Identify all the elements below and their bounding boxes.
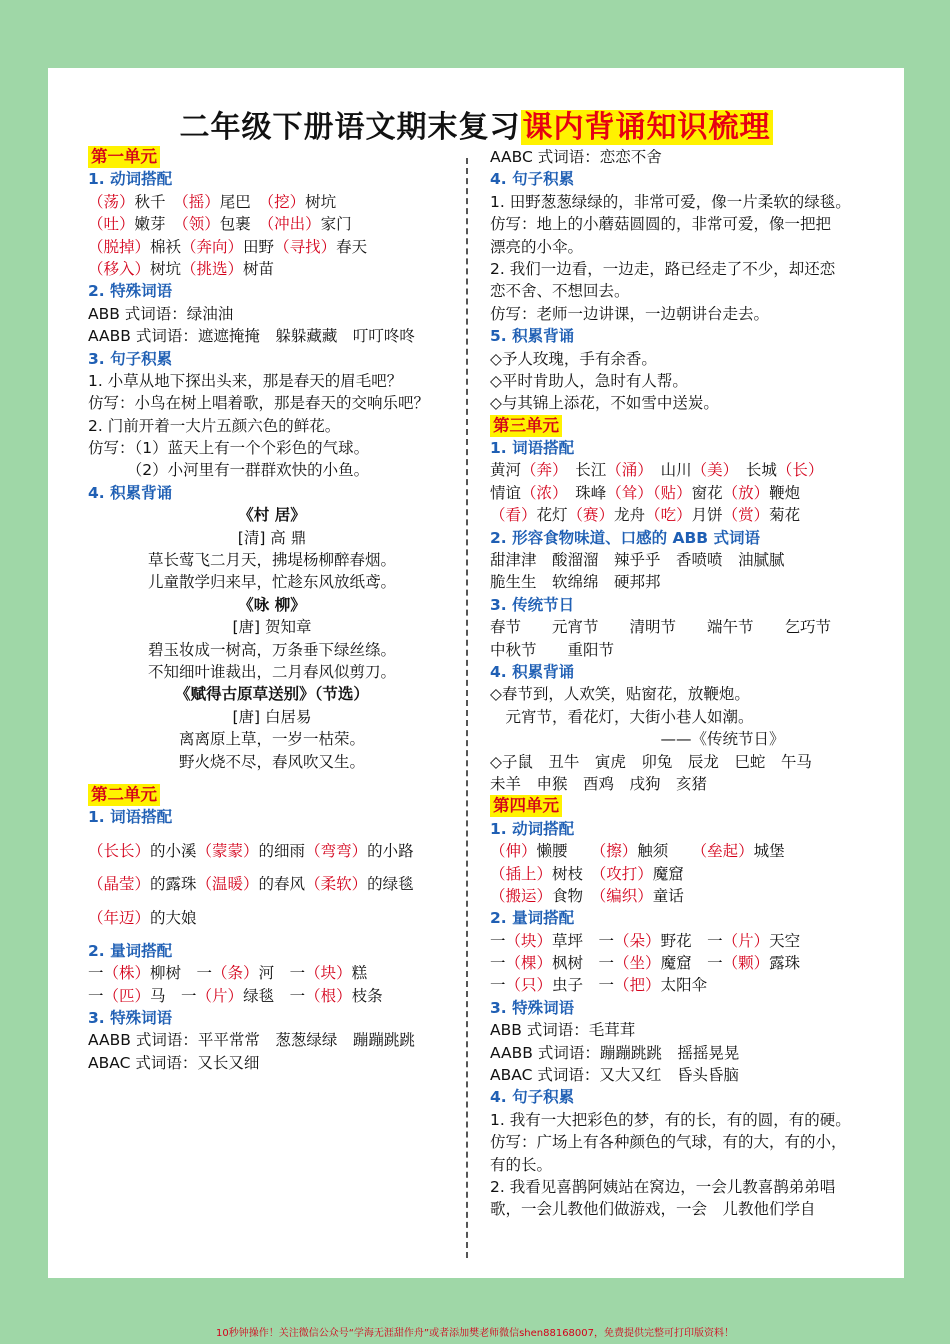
answer-word: （蒙蒙）	[196, 841, 259, 860]
poem-line: 野火烧不尽，春风吹又生。	[178, 752, 365, 771]
text-segment: 长江	[559, 461, 607, 480]
text-segment: 秋千	[134, 192, 182, 211]
content-line	[88, 1052, 456, 1074]
text-segment: 童话	[652, 886, 684, 905]
text-segment: 花灯	[536, 506, 568, 525]
content-line	[490, 639, 890, 661]
text-segment: ◇春节到，人欢笑，贴窗花，放鞭炮。	[490, 685, 750, 704]
section-heading: 2. 形容食物味道、口感的 ABB 式词语	[490, 528, 760, 547]
text-segment: 山川	[645, 461, 692, 480]
answer-word: （吐）	[88, 215, 135, 234]
answer-word: （贴）	[652, 483, 692, 502]
answer-word: （攻打）	[598, 864, 653, 883]
answer-word: （根）	[305, 986, 352, 1005]
text-segment: AABB 式词语：遮遮掩掩 躲躲藏藏 叮叮咚咚	[88, 327, 415, 346]
content-line	[490, 952, 890, 974]
text-segment: 家门	[320, 215, 352, 234]
section-heading: 4. 积累背诵	[490, 662, 575, 681]
content-line	[490, 303, 890, 325]
spacer	[88, 829, 456, 840]
text-segment: 鞭炮	[769, 483, 801, 502]
content-line	[490, 236, 890, 258]
section-heading: 2. 特殊词语	[88, 282, 173, 301]
right-column	[490, 146, 890, 1221]
content-line	[490, 549, 890, 571]
text-segment: 河 一	[258, 964, 306, 983]
content-line	[88, 213, 456, 235]
content-line	[490, 348, 890, 370]
unit-heading	[490, 415, 890, 437]
text-segment: 2. 我们一边看，一边走，路已经走了不少，却还恋	[490, 259, 836, 278]
poem-line: 儿童散学归来早，忙趁东风放纸鸢。	[147, 573, 396, 592]
text-segment: 一	[88, 964, 104, 983]
text-segment: 仿写：地上的小蘑菇圆圆的，非常可爱，像一把把	[490, 215, 832, 234]
text-segment: （2）	[134, 461, 168, 480]
poem-title: 《赋得古原草送别》（节选）	[175, 685, 369, 704]
text-segment: 糕	[351, 964, 368, 983]
text-segment: AABB 式词语：平平常常 葱葱绿绿 蹦蹦跳跳	[88, 1031, 415, 1050]
text-segment: 树苗	[243, 259, 275, 278]
poem-title: 《村 居》	[238, 506, 306, 525]
content-line	[490, 840, 890, 862]
answer-word: （领）	[181, 215, 220, 234]
text-segment: 的绿毯	[367, 875, 414, 894]
answer-word: （弯弯）	[305, 841, 368, 860]
content-line	[490, 683, 890, 705]
content-line	[490, 370, 890, 392]
answer-word: （擦）	[598, 842, 638, 861]
content-line	[490, 1064, 890, 1086]
content-line	[88, 985, 456, 1007]
poem-line: [清] 高 鼎	[237, 528, 307, 547]
text-segment: 城堡	[753, 842, 785, 861]
answer-word: （看）	[490, 506, 537, 525]
text-segment: 恋不舍、不想回去。	[490, 282, 630, 301]
left-column	[88, 146, 456, 1074]
column-divider	[466, 158, 468, 1258]
answer-word: （长）	[776, 461, 824, 480]
poem-title: 《咏 柳》	[238, 595, 306, 614]
answer-word: （脱掉）	[88, 237, 151, 256]
answer-word: （块）	[305, 964, 352, 983]
answer-word: （美）	[691, 461, 731, 480]
content-line	[490, 571, 890, 593]
text-segment: 漂亮的小伞。	[490, 237, 584, 256]
text-segment: 长城	[730, 461, 777, 480]
text-segment: ABB 式词语：毛茸茸	[490, 1021, 636, 1040]
content-line	[88, 392, 456, 414]
text-segment: 未羊 申猴 酉鸡 戌狗 亥猪	[490, 774, 708, 793]
content-line	[490, 930, 890, 952]
section-heading: 5. 积累背诵	[490, 327, 575, 346]
content-line	[490, 258, 890, 280]
text-segment: 元宵节，看花灯，大街小巷人如潮。	[490, 707, 754, 726]
content-line	[88, 873, 456, 895]
text-segment: 魔窟	[652, 864, 684, 883]
section-heading: 3. 特殊词语	[490, 998, 575, 1017]
text-segment: ◇平时肯助人，急时有人帮。	[490, 371, 688, 390]
text-segment: 虫子 一	[552, 976, 615, 995]
text-segment: 包裹	[219, 215, 267, 234]
text-segment: 天空	[769, 931, 801, 950]
answer-word: （朵）	[614, 931, 661, 950]
text-segment: 懒腰	[536, 842, 599, 861]
content-line	[88, 1029, 456, 1051]
text-segment: ABAC 式词语：又长又细	[88, 1053, 260, 1072]
answer-word: （涌）	[606, 461, 646, 480]
text-segment: 窗花	[691, 483, 723, 502]
text-segment: 小河里有一群群欢快的小鱼。	[167, 461, 370, 480]
answer-word: （寻找）	[274, 237, 337, 256]
text-segment: 仿写：小鸟在树上唱着歌，那是春天的交响乐吧？	[88, 394, 430, 413]
text-segment: 田野	[243, 237, 275, 256]
unit-label: 第四单元	[490, 795, 562, 817]
unit-heading	[490, 795, 890, 817]
unit-label: 第三单元	[490, 415, 562, 437]
text-segment: 春节 元宵节 清明节 端午节 乞巧节	[490, 618, 832, 637]
worksheet-page	[48, 68, 904, 1278]
answer-word: （耸）	[606, 483, 653, 502]
unit-heading	[88, 784, 456, 806]
content-line	[490, 706, 890, 728]
content-line	[88, 325, 456, 347]
spacer	[88, 773, 456, 784]
answer-word: （荡）	[88, 192, 135, 211]
text-segment: 的露珠	[150, 875, 197, 894]
content-line	[490, 146, 890, 168]
section-heading: 1. 动词搭配	[490, 819, 575, 838]
answer-word: （棵）	[505, 954, 553, 973]
answer-word: （赛）	[567, 506, 615, 525]
spacer	[88, 862, 456, 873]
content-line	[490, 392, 890, 414]
section-heading: 1. 词语搭配	[88, 808, 173, 827]
answer-word: （把）	[614, 976, 661, 995]
text-segment: 情谊	[490, 483, 522, 502]
text-segment: AABC 式词语：恋恋不舍	[490, 148, 662, 166]
content-line	[490, 1176, 890, 1198]
text-segment: 棉袄	[150, 237, 182, 256]
text-segment: ◇子鼠 丑牛 寅虎 卯兔 辰龙 巳蛇 午马	[490, 752, 812, 771]
answer-word: （编织）	[598, 886, 653, 905]
poem-line: [唐] 白居易	[232, 707, 312, 726]
answer-word: （浓）	[521, 483, 560, 502]
section-heading: 1. 词语搭配	[490, 439, 575, 458]
answer-word: （块）	[505, 931, 553, 950]
section-heading: 3. 特殊词语	[88, 1009, 173, 1028]
text-segment: 绿毯 一	[243, 986, 306, 1005]
text-segment: （1）	[134, 439, 168, 458]
text-segment: 歌，一会儿教他们做游戏，一会 儿教他们学自	[490, 1200, 816, 1219]
text-segment: 仿写：老师一边讲课，一边朝讲台走去。	[490, 304, 770, 323]
text-segment: 仿写：	[88, 439, 135, 458]
content-line	[88, 191, 456, 213]
text-segment: 枫树 一	[552, 954, 615, 973]
text-segment: 野花 一	[660, 931, 723, 950]
text-segment: 甜津津 酸溜溜 辣乎乎 香喷喷 油腻腻	[490, 551, 785, 570]
answer-word: （放）	[722, 483, 770, 502]
answer-word: （吃）	[645, 506, 692, 525]
poem-line: 碧玉妆成一树高，万条垂下绿丝绦。	[147, 640, 396, 659]
text-segment: 魔窟 一	[660, 954, 723, 973]
page-title	[48, 108, 904, 148]
content-line	[88, 236, 456, 258]
answer-word: （晶莹）	[88, 875, 151, 894]
content-line	[88, 370, 456, 392]
text-segment: 2. 门前开着一大片五颜六色的鲜花。	[88, 416, 341, 435]
text-segment: 春天	[336, 237, 368, 256]
content-line	[490, 280, 890, 302]
text-segment	[88, 461, 135, 479]
content-line	[490, 191, 890, 213]
text-segment: 的大娘	[150, 908, 197, 927]
content-line	[490, 213, 890, 235]
title-main: 二年级下册语文期末复习	[179, 110, 521, 145]
content-line	[88, 907, 456, 929]
unit-label: 第二单元	[88, 784, 160, 806]
text-segment: ——《传统节日》	[490, 730, 785, 749]
text-segment: 黄河	[490, 461, 522, 480]
text-segment: 触须	[637, 842, 700, 861]
content-line	[490, 504, 890, 526]
text-segment: 菊花	[769, 506, 801, 525]
answer-word: （匹）	[103, 986, 151, 1005]
title-highlight: 课内背诵知识梳理	[522, 110, 771, 145]
content-line	[490, 728, 890, 750]
answer-word: （垒起）	[699, 842, 754, 861]
section-heading: 2. 量词搭配	[490, 909, 575, 928]
section-heading: 1. 动词搭配	[88, 170, 173, 189]
text-segment: ◇与其锦上添花，不如雪中送炭。	[490, 394, 719, 413]
answer-word: （片）	[722, 931, 770, 950]
text-segment: 珠峰	[559, 483, 607, 502]
answer-word: （株）	[103, 964, 151, 983]
content-line	[490, 616, 890, 638]
text-segment: 蓝天上有一个个彩色的气球。	[167, 439, 370, 458]
content-line	[490, 459, 890, 481]
text-segment: 1. 小草从地下探出头来，那是春天的眉毛吧？	[88, 371, 403, 390]
answer-word: （挖）	[266, 192, 306, 211]
text-segment: 一	[490, 954, 506, 973]
text-segment: 树坑	[150, 259, 182, 278]
answer-word: （移入）	[88, 259, 151, 278]
content-line	[88, 437, 456, 459]
text-segment: 仿写：广场上有各种颜色的气球，有的大，有的小，	[490, 1133, 847, 1152]
answer-word: （奔）	[521, 461, 560, 480]
text-segment: 太阳伞	[660, 976, 708, 995]
content-line	[490, 773, 890, 795]
text-segment: 月饼	[691, 506, 723, 525]
content-line	[88, 415, 456, 437]
answer-word: （条）	[212, 964, 259, 983]
text-segment: 柳树 一	[150, 964, 213, 983]
content-line	[490, 1131, 890, 1153]
spacer	[88, 896, 456, 907]
text-segment: 一	[490, 976, 506, 995]
text-segment: 马 一	[150, 986, 197, 1005]
text-segment: 尾巴	[219, 192, 267, 211]
text-segment: 的小溪	[150, 841, 197, 860]
content-line	[88, 258, 456, 280]
section-heading: 4. 积累背诵	[88, 483, 173, 502]
section-heading: 2. 量词搭配	[88, 941, 173, 960]
content-line	[490, 1019, 890, 1041]
content-line	[88, 962, 456, 984]
footer-notice: 10秒钟操作！关注微信公众号“学海无涯甜作舟”或者添加樊老师微信shen88168007，免费提供完整可打印版资料！	[215, 1328, 735, 1339]
answer-word: （颗）	[722, 954, 770, 973]
text-segment: 食物	[552, 886, 599, 905]
answer-word: （挑选）	[181, 259, 244, 278]
answer-word: （片）	[196, 986, 244, 1005]
answer-word: （搬运）	[490, 886, 553, 905]
content-line	[490, 1198, 890, 1220]
answer-word: （柔软）	[305, 875, 368, 894]
answer-word: （冲出）	[266, 215, 321, 234]
poem-line: 不知细叶谁裁出，二月春风似剪刀。	[147, 662, 396, 681]
poem-line: [唐] 贺知章	[232, 618, 312, 637]
text-segment: 枝条	[351, 986, 383, 1005]
content-line	[490, 1154, 890, 1176]
text-segment: 1. 我有一大把彩色的梦，有的长，有的圆，有的硬。	[490, 1110, 851, 1129]
text-segment: 树坑	[305, 192, 337, 211]
content-line	[490, 1109, 890, 1131]
text-segment: 草坪 一	[552, 931, 615, 950]
answer-word: （只）	[505, 976, 553, 995]
text-segment: ◇予人玫瑰，手有余香。	[490, 349, 657, 368]
content-line	[88, 840, 456, 862]
text-segment: 有的长。	[490, 1155, 553, 1174]
text-segment: 一	[490, 931, 506, 950]
text-segment: 树枝	[552, 864, 599, 883]
answer-word: （坐）	[614, 954, 661, 973]
section-heading: 3. 传统节日	[490, 595, 575, 614]
spacer	[88, 929, 456, 940]
content-line	[490, 974, 890, 996]
text-segment: ABB 式词语：绿油油	[88, 304, 234, 323]
text-segment: 的细雨	[258, 841, 306, 860]
text-segment: 的春风	[258, 875, 306, 894]
text-segment: 2. 我看见喜鹊阿姨站在窝边，一会儿教喜鹊弟弟唱	[490, 1177, 836, 1196]
answer-word: （赏）	[722, 506, 770, 525]
text-segment: 龙舟	[614, 506, 646, 525]
text-segment: 的小路	[367, 841, 414, 860]
poem-line: 草长莺飞二月天，拂堤杨柳醉春烟。	[147, 551, 396, 570]
unit-heading	[88, 146, 456, 168]
content-line	[88, 303, 456, 325]
text-segment: 中秋节 重阳节	[490, 640, 615, 659]
content-line	[490, 885, 890, 907]
section-heading: 3. 句子积累	[88, 349, 173, 368]
answer-word: （温暖）	[196, 875, 259, 894]
poem-line: 离离原上草，一岁一枯荣。	[178, 730, 365, 749]
text-segment: 1. 田野葱葱绿绿的，非常可爱，像一片柔软的绿毯。	[490, 192, 851, 211]
text-segment: 脆生生 软绵绵 硬邦邦	[490, 573, 661, 592]
content-line	[490, 482, 890, 504]
text-segment: AABB 式词语：蹦蹦跳跳 摇摇晃晃	[490, 1043, 740, 1062]
answer-word: （插上）	[490, 864, 553, 883]
text-segment: 一	[88, 986, 104, 1005]
content-line	[490, 1042, 890, 1064]
section-heading: 4. 句子积累	[490, 170, 575, 189]
text-segment: 嫩芽	[134, 215, 182, 234]
content-line	[490, 863, 890, 885]
content-line	[490, 751, 890, 773]
answer-word: （年迈）	[88, 908, 151, 927]
answer-word: （奔向）	[181, 237, 244, 256]
answer-word: （长长）	[88, 841, 151, 860]
unit-label: 第一单元	[88, 146, 160, 168]
content-line	[88, 459, 456, 481]
answer-word: （摇）	[181, 192, 220, 211]
answer-word: （伸）	[490, 842, 537, 861]
section-heading: 4. 句子积累	[490, 1088, 575, 1107]
text-segment: ABAC 式词语：又大又红 昏头昏脑	[490, 1066, 739, 1085]
text-segment: 露珠	[769, 954, 801, 973]
